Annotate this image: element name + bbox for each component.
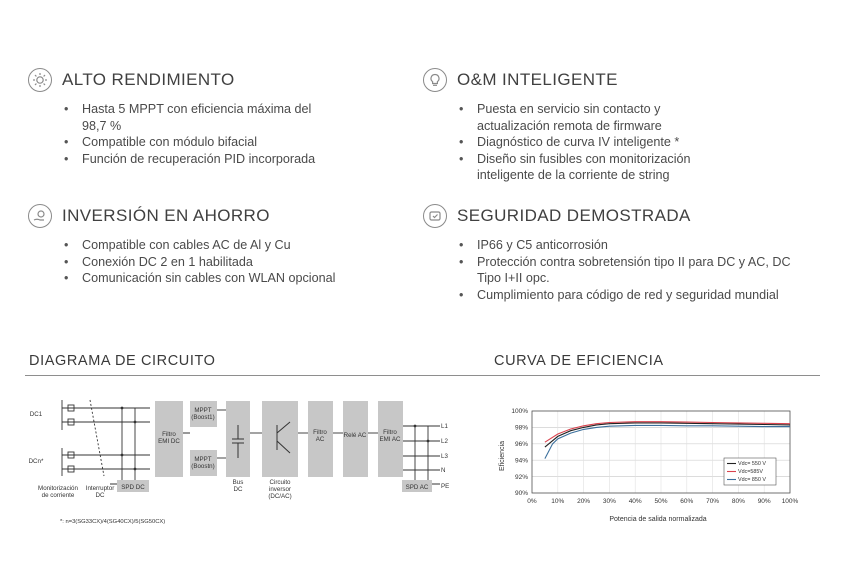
circuit-footnote: *: n=3(SG33CX)/4(SG40CX)/5(SG50CX)	[60, 519, 166, 525]
circuit-diagram	[0, 380, 470, 540]
x-tick-label: 100%	[781, 498, 799, 505]
diagram-section-title: DIAGRAMA DE CIRCUITO	[29, 353, 216, 369]
lightbulb-icon	[423, 68, 447, 92]
line-label-l1: L1	[441, 423, 448, 430]
feature-list	[459, 237, 801, 303]
list-item: • Compatible con cables AC de Al y Cu	[64, 237, 404, 254]
list-item: • Diseño sin fusibles con monitorización inteligente de la corriente de string	[459, 151, 729, 184]
series-line-3	[545, 425, 790, 458]
legend-entry: Vdc= 850 V	[738, 477, 767, 483]
dcn-label: DCn*	[28, 458, 44, 465]
list-item: • Cumplimiento para código de red y seguridad mundial	[459, 287, 801, 304]
feature-alto-rendimiento	[28, 68, 388, 167]
list-item: • Función de recuperación PID incorporada	[64, 151, 334, 168]
filtro-emi-ac-label: Filtro EMI AC	[379, 429, 401, 443]
x-tick-label: 80%	[731, 498, 745, 505]
chart-ylabel: Eficiencia	[499, 441, 506, 471]
feature-seguridad-demostrada	[423, 204, 833, 303]
y-tick-label: 94%	[514, 457, 528, 465]
x-tick-label: 70%	[706, 498, 720, 505]
feature-title: SEGURIDAD DEMOSTRADA	[457, 206, 691, 225]
list-item: • Protección contra sobretensión tipo II para DC y AC, DC Tipo I+II opc.	[459, 254, 801, 287]
y-tick-label: 92%	[514, 473, 528, 481]
line-label-l3: L3	[441, 453, 448, 460]
list-item: • Diagnóstico de curva IV inteligente *	[459, 134, 729, 151]
x-tick-label: 90%	[757, 498, 771, 505]
feature-title: O&M INTELIGENTE	[457, 70, 618, 89]
section-divider	[25, 375, 820, 376]
x-tick-label: 10%	[551, 498, 565, 505]
feature-om-inteligente	[423, 68, 823, 184]
spd-ac-label: SPD AC	[405, 484, 429, 491]
chart-xlabel: Potencia de salida normalizada	[609, 516, 707, 523]
y-tick-label: 90%	[514, 490, 528, 498]
x-tick-label: 40%	[628, 498, 642, 505]
bus-dc-label: Bus DC	[232, 479, 244, 493]
filtro-ac-label: Filtro AC	[313, 429, 327, 443]
x-tick-label: 30%	[602, 498, 616, 505]
list-item: • Hasta 5 MPPT con eficiencia máxima del 98,7 %	[64, 101, 334, 134]
feature-title: ALTO RENDIMIENTO	[62, 70, 235, 89]
x-tick-label: 50%	[654, 498, 668, 505]
rele-ac-label: Relé AC	[343, 432, 367, 439]
monitorizacion-label: Monitorización de corriente	[38, 485, 78, 499]
coin-hand-icon	[28, 204, 52, 228]
shield-icon	[423, 204, 447, 228]
list-item: • Compatible con módulo bifacial	[64, 134, 334, 151]
list-item: • Puesta en servicio sin contacto y actualización remota de firmware	[459, 101, 729, 134]
y-tick-label: 100%	[511, 408, 528, 416]
x-tick-label: 20%	[577, 498, 591, 505]
interruptor-label: Interruptor DC	[85, 485, 115, 499]
y-tick-label: 96%	[514, 441, 528, 448]
filtro-emi-dc-label: Filtro EMI DC	[158, 431, 180, 445]
mpptn-label: MPPT (Boostn)	[191, 456, 215, 470]
circuito-inversor-label: Circuito inversor (DC/AC)	[268, 479, 292, 500]
line-label-n: N	[441, 467, 446, 474]
line-label-l2: L2	[441, 438, 448, 445]
sun-gear-icon	[28, 68, 52, 92]
list-item: • Conexión DC 2 en 1 habilitada	[64, 254, 404, 271]
legend-entry: Vdc=585V	[738, 469, 764, 475]
feature-title: INVERSIÓN EN AHORRO	[62, 206, 270, 225]
x-tick-label: 60%	[680, 498, 694, 505]
curve-section-title: CURVA DE EFICIENCIA	[494, 353, 664, 369]
dc1-label: DC1	[29, 411, 43, 418]
list-item: • Comunicación sin cables con WLAN opcional	[64, 270, 404, 287]
feature-list	[459, 101, 729, 184]
feature-list	[64, 237, 404, 287]
spd-dc-label: SPD DC	[121, 484, 145, 491]
efficiency-chart	[490, 396, 810, 528]
y-tick-label: 98%	[514, 424, 528, 432]
mppt1-label: MPPT (Boost1)	[191, 407, 215, 421]
line-label-pe: PE	[441, 483, 450, 490]
list-item: • IP66 y C5 anticorrosión	[459, 237, 801, 254]
feature-list	[64, 101, 334, 167]
feature-inversion-ahorro	[28, 204, 428, 287]
x-tick-label: 0%	[527, 498, 537, 505]
legend-entry: Vdc= 550 V	[738, 461, 767, 467]
